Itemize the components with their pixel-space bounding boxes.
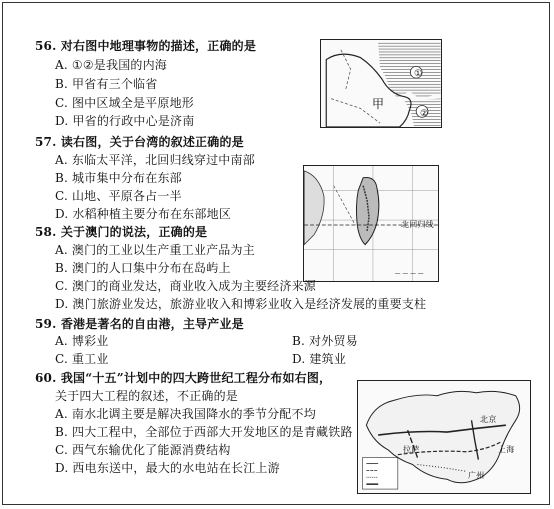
q60-option-b: B. 四大工程中，全部位于西部大开发地区的是青藏铁路 xyxy=(55,425,353,439)
q59-option-a: A. 博彩业 xyxy=(55,334,109,348)
map-china-projects-drawing xyxy=(358,381,530,493)
q59-stem: 59. 香港是著名的自由港，主导产业是 xyxy=(35,317,244,331)
map-taiwan xyxy=(303,165,439,282)
q58-option-b: B. 澳门的人口集中分布在岛屿上 xyxy=(55,261,231,275)
q57-option-a: A. 东临太平洋，北回归线穿过中南部 xyxy=(55,153,255,167)
q58-stem: 58. 关于澳门的说法，正确的是 xyxy=(35,225,208,239)
q56-option-c: C. 图中区域全是平原地形 xyxy=(55,96,194,110)
q60-option-a: A. 南水北调主要是解决我国降水的季节分配不均 xyxy=(55,407,316,421)
q59-option-b: B. 对外贸易 xyxy=(292,334,358,348)
q59-option-d: D. 建筑业 xyxy=(292,352,347,366)
q58-option-a: A. 澳门的工业以生产重工业产品为主 xyxy=(55,243,255,257)
q60-option-d: D. 西电东送中，最大的水电站在长江上游 xyxy=(55,461,280,475)
svg-text:— — — —: — — — — xyxy=(394,271,424,278)
map3-label-guangzhou: 广州 xyxy=(468,471,485,480)
q58-option-c: C. 澳门的商业发达，商业收入成为主要经济来源 xyxy=(55,279,316,293)
q59-option-c: C. 重工业 xyxy=(55,352,109,366)
q56-option-d: D. 甲省的行政中心是济南 xyxy=(55,114,195,128)
sea-1 xyxy=(378,42,441,99)
q57-stem: 57. 读右图，关于台湾的叙述正确的是 xyxy=(35,135,244,149)
map1-label-jia: 甲 xyxy=(372,97,385,111)
map2-label-tropic: 北回归线 xyxy=(401,220,434,229)
q57-option-d: D. 水稻种植主要分布在东部地区 xyxy=(55,207,232,221)
map3-label-beijing: 北京 xyxy=(480,415,497,424)
q60-stem-2: 关于四大工程的叙述，不正确的是 xyxy=(55,389,239,403)
map-shandong xyxy=(320,39,442,128)
map1-label-2: ② xyxy=(420,109,429,119)
map-china-projects xyxy=(357,380,531,494)
q60-option-c: C. 西气东输优化了能源消费结构 xyxy=(55,443,231,457)
q57-option-c: C. 山地、平原各占一半 xyxy=(55,189,182,203)
map3-label-shanghai: 上海 xyxy=(498,445,515,454)
map3-label-lhasa: 拉萨 xyxy=(403,445,420,454)
map1-label-1: ① xyxy=(414,69,423,79)
q60-stem: 60. 我国“十五”计划中的四大跨世纪工程分布如右图， xyxy=(35,371,332,385)
q57-option-b: B. 城市集中分布在东部 xyxy=(55,171,182,185)
q56-option-a: A. ①②是我国的内海 xyxy=(55,58,168,72)
q58-option-d: D. 澳门旅游业发达，旅游业收入和博彩业收入是经济发展的重要支柱 xyxy=(55,297,427,311)
q56-stem: 56. 对右图中地理事物的描述，正确的是 xyxy=(35,39,257,53)
q56-option-b: B. 甲省有三个临省 xyxy=(55,77,158,91)
